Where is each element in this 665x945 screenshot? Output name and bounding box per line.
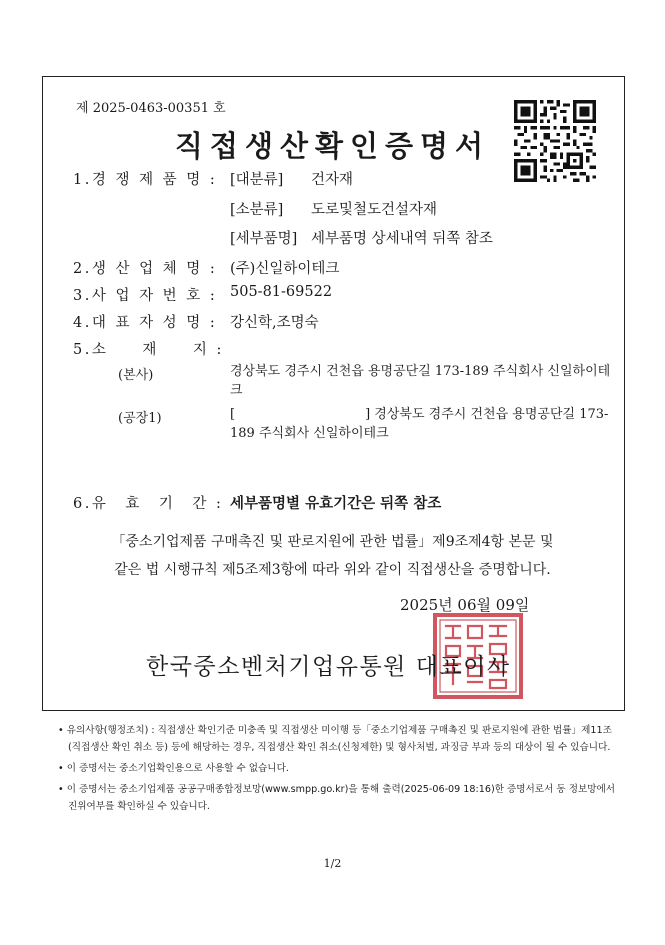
note-item: • 유의사항(행정조치) : 직접생산 확인기준 미충족 및 직접생산 미이행 등「중소기업제품 구매촉진 및 판로지원에 관한 법률」제11조(직접생산 확인 취소 등) 등에 해당하는 경우, 직접생산 확인 취소(신청제한) 및 형사처벌, 과징금 부과 등의 대상이 될 수 있습니다. (58, 725, 612, 753)
location-label: 5.소 재 지 : (73, 342, 224, 358)
minor-category-value: 도로및철도건설자재 (311, 202, 438, 218)
company-label: 2.생 산 업 체 명 : (73, 261, 218, 277)
validity-value: 세부품명별 유효기간은 뒤쪽 참조 (230, 495, 442, 512)
hq-tag: (본사) (118, 368, 154, 383)
certificate-title: 직접생산확인증명서 (174, 129, 491, 163)
legal-text-line-1: 「중소기업제품 구매촉진 및 판로지원에 관한 법률」제9조제4항 본문 및 (111, 534, 554, 550)
page-number: 1/2 (323, 857, 342, 870)
validity-label: 6.유 효 기 간 : (73, 496, 224, 512)
notes-section (58, 722, 618, 819)
note-item: • 이 증명서는 중소기업제품 공공구매종합정보망(www.smpp.go.kr)을 통해 출력(2025-06-09 18:16)한 증명서로서 동 정보망에서 진위여부를 확인하실 수 있습니다. (58, 784, 616, 812)
products-label: 1.경 쟁 제 품 명 : (73, 172, 218, 188)
factory-bracket: [ ] (230, 407, 371, 422)
business-number-label: 3.사 업 자 번 호 : (73, 288, 218, 304)
factory-address: 경상북도 경주시 건천읍 용명공단길 173-189 주식회사 신일하이테크 (230, 407, 609, 441)
major-category-tag: [대분류] (230, 172, 284, 188)
document-number: 제 2025-0463-00351 호 (76, 101, 226, 116)
major-category-value: 건자재 (311, 172, 354, 188)
ceo-label: 4.대 표 자 성 명 : (73, 315, 218, 331)
minor-category-tag: [소분류] (230, 202, 284, 218)
issuer-name: 한국중소벤처기업유통원 대표이사 (146, 654, 511, 680)
qr-code[interactable] (514, 100, 596, 182)
business-number-value: 505-81-69522 (230, 284, 333, 300)
detail-product-value: 세부품명 상세내역 뒤쪽 참조 (311, 231, 493, 247)
detail-product-tag: [세부품명] (230, 231, 298, 247)
legal-text-line-2: 같은 법 시행규칙 제5조제3항에 따라 위와 같이 직접생산을 증명합니다. (114, 562, 551, 578)
note-item: • 이 증명서는 중소기업확인용으로 사용할 수 없습니다. (58, 763, 289, 774)
company-value: (주)신일하이테크 (230, 261, 340, 277)
ceo-value: 강신학,조명숙 (230, 315, 319, 331)
factory-address-block (230, 405, 612, 443)
issue-date: 2025년 06월 09일 (400, 596, 530, 614)
hq-address: 경상북도 경주시 건천읍 용명공단길 173-189 주식회사 신일하이테크 (230, 364, 611, 398)
factory-tag: (공장1) (118, 411, 162, 426)
